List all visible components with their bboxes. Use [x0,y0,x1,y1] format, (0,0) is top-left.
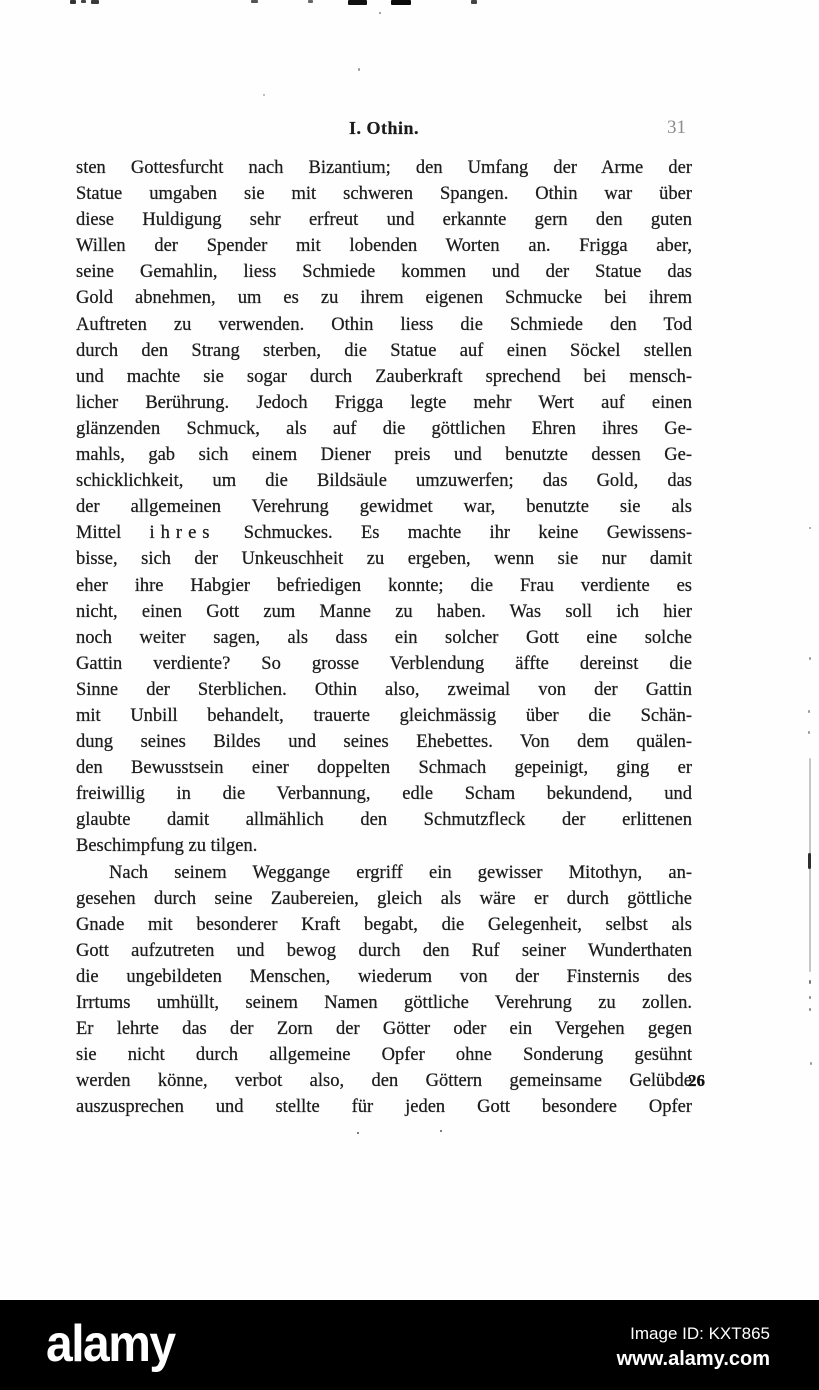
text-line: schicklichkeit, um die Bildsäule umzuwerfen; das Gold, das [76,471,692,492]
text-line: Nach seinem Weggange ergriff ein gewisser Mitothyn, an- [109,862,692,883]
scan-artifact [251,0,258,3]
text-line: noch weiter sagen, als dass ein solcher Gott eine solche [76,627,692,648]
text-line: die ungebildeten Menschen, wiederum von der Finsternis des [76,966,692,987]
text-line: Willen der Spender mit lobenden Worten an. Frigga aber, [76,236,692,257]
text-line: diese Huldigung sehr erfreut und erkannte gern den guten [76,210,692,231]
text-line: bisse, sich der Unkeuschheit zu ergeben, wenn sie nur damit [76,549,692,570]
scan-artifact [91,0,99,4]
text-line: glaubte damit allmählich den Schmutzfleck der erlittenen [76,810,692,831]
text-line: Gold abnehmen, um es zu ihrem eigenen Schmucke bei ihrem [76,288,692,309]
chapter-title: I. Othin. [348,118,420,138]
page-number: 31 [667,117,686,138]
text-line: durch den Strang sterben, die Statue auf einen Söckel stellen [76,340,692,361]
scan-speck [808,731,810,734]
text-line: gesehen durch seine Zaubereien, gleich als wäre er durch göttliche [76,888,692,909]
scan-speck [809,996,811,999]
scan-speck [440,1130,442,1132]
text-line: mahls, gab sich einem Diener preis und benutzte dessen Ge- [76,445,692,466]
watermark-image-id: Image ID: KXT865 [630,1323,770,1343]
text-line: Beschimpfung zu tilgen. [76,836,258,857]
text-line: mit Unbill behandelt, trauerte gleichmässig über die Schän- [76,705,692,726]
text-line: Irrtums umhüllt, seinem Namen göttliche Verehrung zu zollen. [76,993,692,1013]
text-line: licher Berührung. Jedoch Frigga legte mehr Wert auf einen [76,392,692,413]
page-body [76,155,692,1120]
text-line: eher ihre Habgier befriedigen konnte; die Frau verdiente es [76,575,692,596]
scan-speck [379,12,381,14]
margin-section-number: 26 [688,1071,705,1090]
scan-speck [808,710,810,713]
scan-speck [809,657,811,660]
text-line: Mittel ihres Schmuckes. Es machte ihr keine Gewissens- [76,523,692,544]
text-line: Er lehrte das der Zorn der Götter oder ein Vergehen gegen [76,1019,692,1040]
scan-speck [809,527,811,529]
text-line: freiwillig in die Verbannung, edle Scham bekundend, und [76,784,692,805]
scan-artifact [391,0,411,5]
scan-artifact [81,0,86,3]
text-line: Gnade mit besonderer Kraft begabt, die Gelegenheit, selbst als [76,914,692,935]
text-line: werden könne, verbot also, den Göttern gemeinsame Gelübde [76,1071,692,1092]
scan-speck [809,1008,811,1011]
watermark-url: www.alamy.com [616,1347,770,1370]
watermark-bar [0,1300,819,1390]
text-line: Gattin verdiente? So grosse Verblendung äffte dereinst die [76,653,692,674]
text-line: Sinne der Sterblichen. Othin also, zweimal von der Gattin [76,679,692,700]
scan-artifact [348,0,367,5]
running-head [76,116,692,142]
text-line: nicht, einen Gott zum Manne zu haben. Was soll ich hier [76,601,692,622]
scan-artifact [471,0,477,4]
text-line: Statue umgaben sie mit schweren Spangen. Othin war über [76,184,692,205]
text-line: auszusprechen und stellte für jeden Gott besondere Opfer [76,1097,692,1118]
text-line: Auftreten zu verwenden. Othin liess die Schmiede den Tod [76,314,692,335]
scan-scratch-blob [808,853,812,869]
text-line: sten Gottesfurcht nach Bizantium; den Umfang der Arme der [76,158,692,178]
alamy-logo: alamy [46,1315,175,1374]
text-line: den Bewusstsein einer doppelten Schmach gepeinigt, ging er [76,758,692,779]
text-line: dung seines Bildes und seines Ehebettes. Von dem quälen- [76,732,692,753]
text-line: seine Gemahlin, liess Schmiede kommen und der Statue das [76,262,692,283]
scan-speck [357,1132,359,1134]
text-line: sie nicht durch allgemeine Opfer ohne Sonderung gesühnt [76,1045,692,1066]
text-line: und machte sie sogar durch Zauberkraft sprechend bei mensch- [76,366,692,387]
text-line: glänzenden Schmuck, als auf die göttlichen Ehren ihres Ge- [76,418,692,439]
scan-speck [810,1062,812,1065]
watermark-meta [617,1321,770,1372]
scan-speck [358,68,360,71]
text-line: der allgemeinen Verehrung gewidmet war, benutzte sie als [76,497,692,518]
scan-speck [263,94,265,96]
text-line: Gott aufzutreten und bewog durch den Ruf seiner Wunderthaten [76,940,692,961]
scan-speck [809,980,811,984]
scan-artifact [308,0,313,3]
scan-artifact [70,0,76,4]
letterspaced-word: ihres [149,523,216,544]
